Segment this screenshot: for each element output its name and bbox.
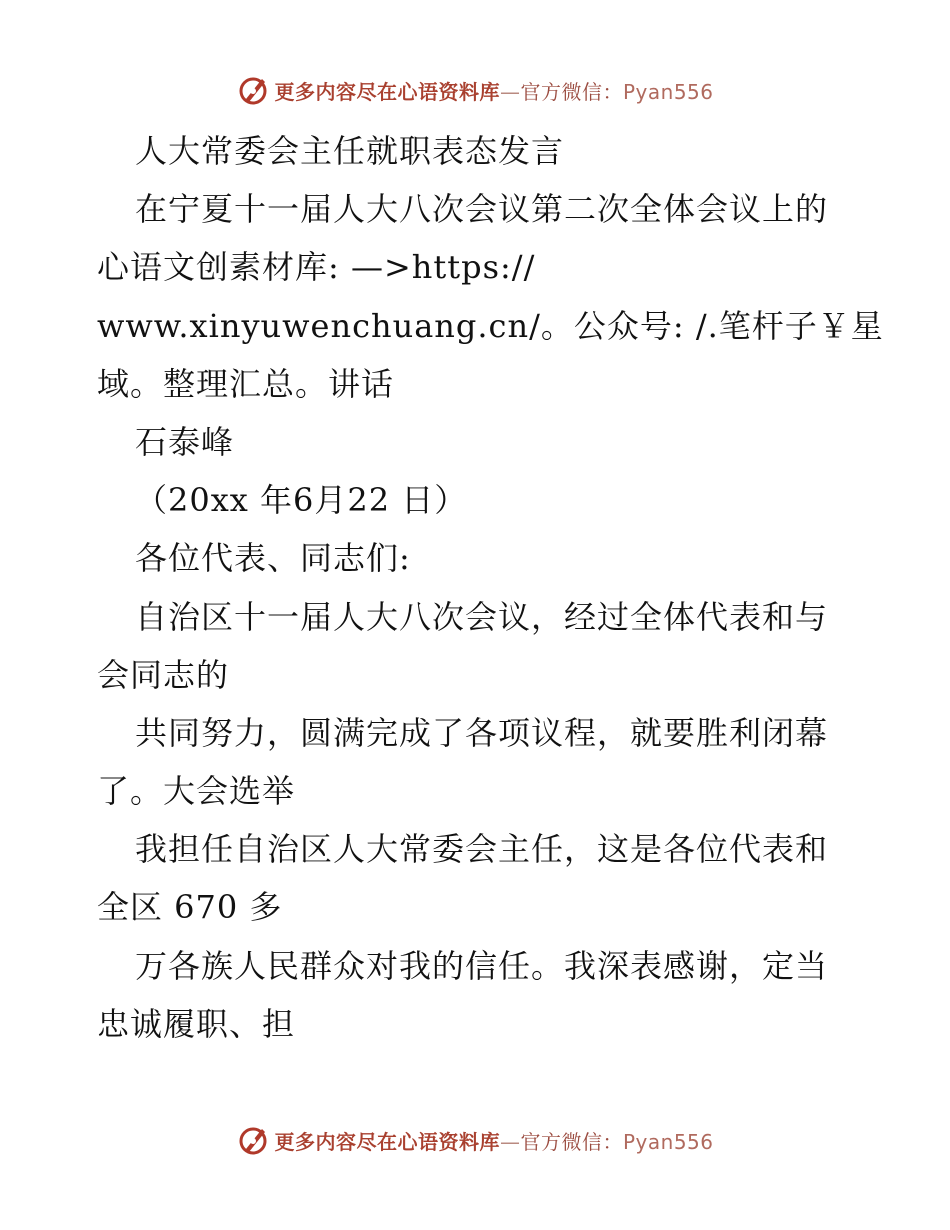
banner-dash: — — [499, 79, 521, 104]
document-line: www.xinyuwenchuang.cn/。公众号: /.笔杆子￥星 — [97, 306, 884, 345]
document-paragraph-line: 我担任自治区人大常委会主任，这是各位代表和 — [135, 830, 829, 869]
document-line: 心语文创素材库: —>https:// — [97, 248, 536, 287]
document-author: 石泰峰 — [135, 422, 235, 461]
pen-in-circle-logo-icon — [236, 73, 270, 107]
banner-site-name: 更多内容尽在心语资料库 — [274, 79, 500, 104]
document-paragraph-line: 全区 670 多 — [97, 888, 283, 927]
document-paragraph-line: 了。大会选举 — [97, 772, 296, 811]
banner-official-label: 官方微信： — [520, 79, 623, 104]
banner-site-name: 更多内容尽在心语资料库 — [274, 1129, 500, 1154]
document-paragraph-line: 万各族人民群众对我的信任。我深表感谢，定当 — [135, 946, 829, 985]
banner-official-label: 官方微信： — [520, 1129, 623, 1154]
document-date: （20xx 年6月22 日） — [135, 481, 468, 520]
document-title: 人大常委会主任就职表态发言 — [135, 132, 565, 170]
header-banner — [0, 70, 950, 110]
footer-banner-text — [274, 1126, 713, 1155]
footer-banner — [0, 1120, 950, 1160]
document-line: 域。整理汇总。讲话 — [97, 364, 395, 403]
banner-wechat-id: Pyan556 — [622, 79, 714, 104]
banner-dash: — — [499, 1129, 521, 1154]
document-paragraph-line: 会同志的 — [97, 655, 230, 694]
pen-in-circle-logo-icon — [236, 1123, 270, 1157]
header-banner-text — [274, 76, 713, 105]
document-body — [97, 122, 884, 1053]
document-paragraph-line: 忠诚履职、担 — [97, 1004, 296, 1043]
document-paragraph-line: 自治区十一届人大八次会议，经过全体代表和与 — [135, 597, 829, 636]
document-subtitle: 在宁夏十一届人大八次会议第二次全体会议上的 — [135, 190, 829, 229]
banner-wechat-id: Pyan556 — [622, 1129, 714, 1154]
document-paragraph-line: 共同努力，圆满完成了各项议程，就要胜利闭幕 — [135, 713, 829, 752]
document-salutation: 各位代表、同志们: — [135, 539, 411, 578]
